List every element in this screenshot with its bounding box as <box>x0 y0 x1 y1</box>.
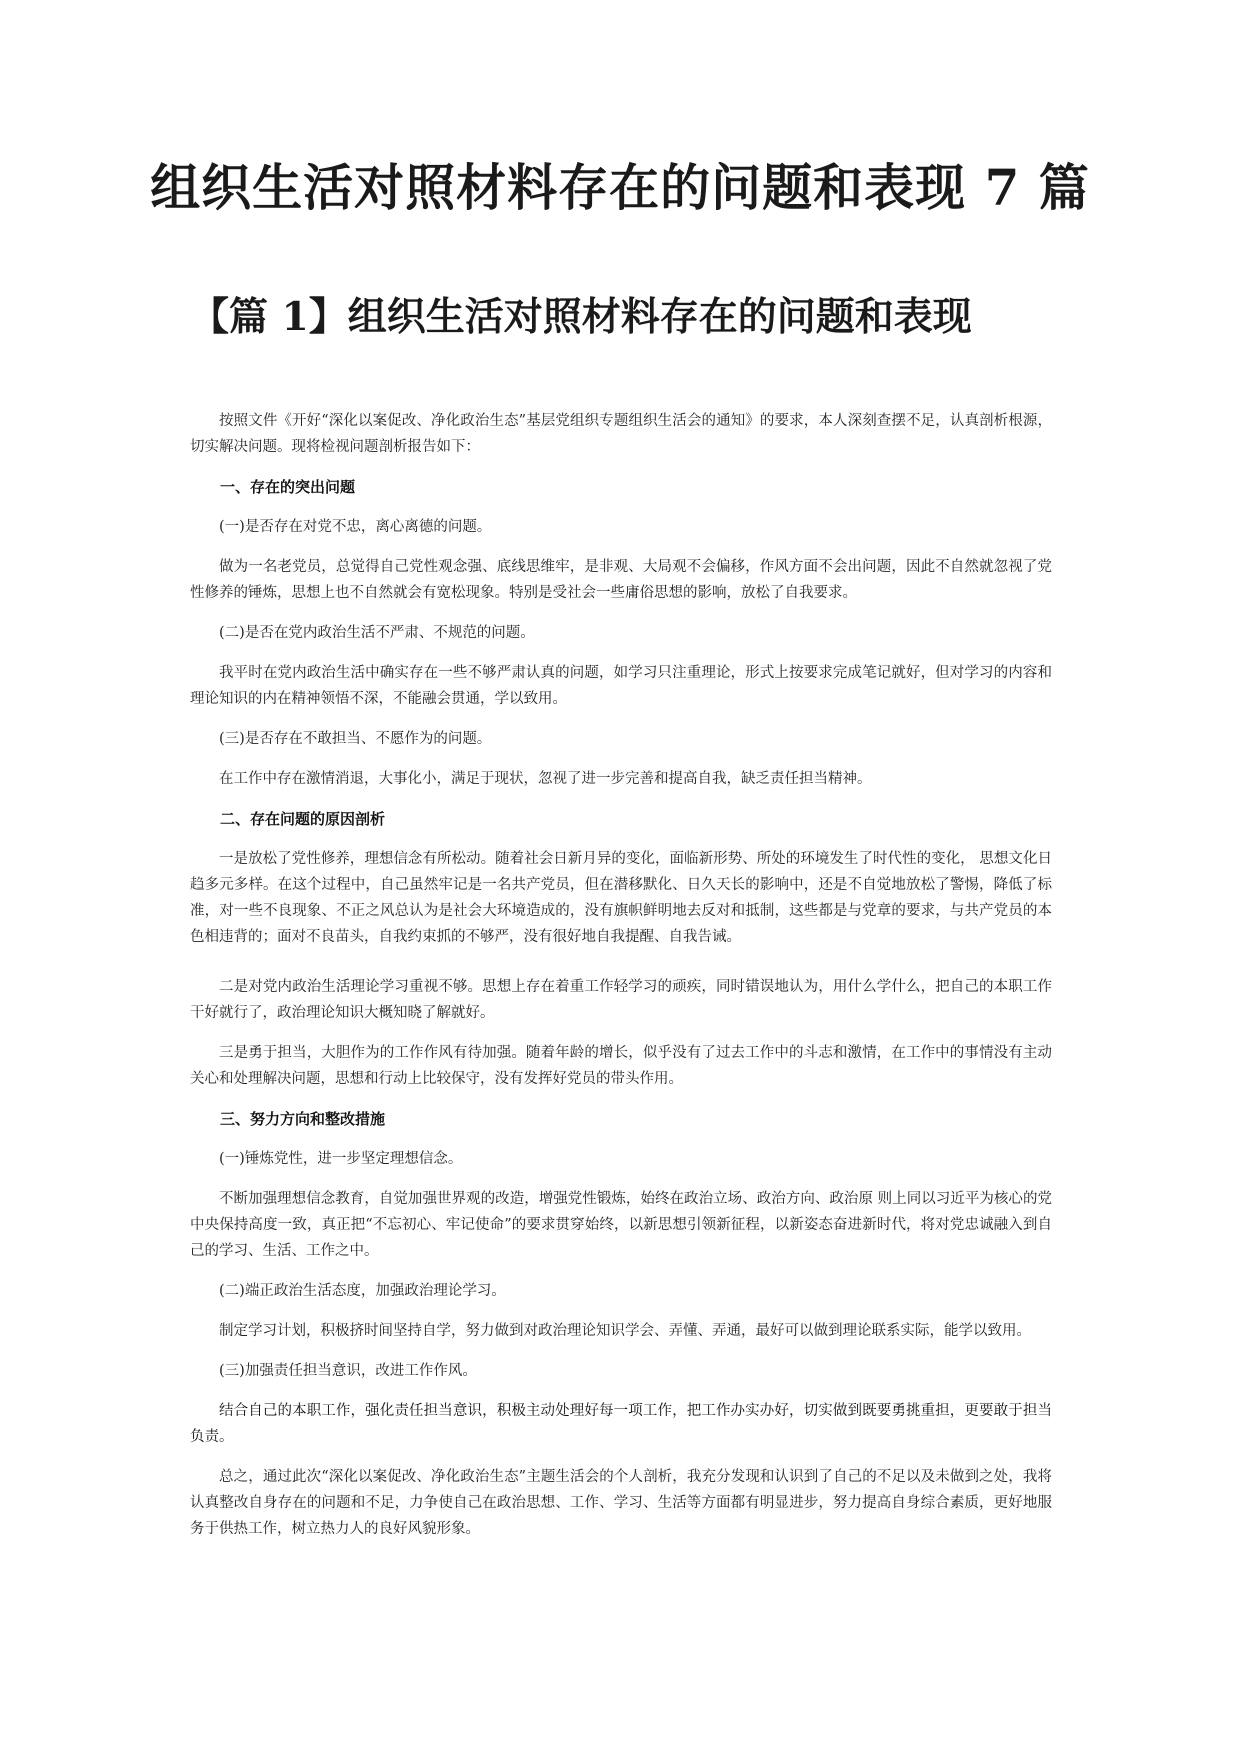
cause-paragraph: 二是对党内政治生活理论学习重视不够。思想上存在着重工作轻学习的顽疾，同时错误地认为，用什么学什么，把自己的本职工作干好就行了，政治理论知识大概知晓了解就好。 <box>190 979 1052 1021</box>
measure-paragraph: (三)加强责任担当意识，改进工作作风。 <box>219 1363 477 1379</box>
answer-paragraph: 我平时在党内政治生活中确实存在一些不够严肃认真的问题，如学习只注重理论，形式上按要求完成笔记就好，但对学习的内容和理论知识的内在精神领悟不深，不能融会贯通，学以致用。 <box>190 665 1052 707</box>
question-paragraph: (三)是否存在不敢担当、不愿作为的问题。 <box>219 731 492 747</box>
question-paragraph: (二)是否在党内政治生活不严肃、不规范的问题。 <box>219 625 535 641</box>
conclusion-paragraph: 总之，通过此次“深化以案促改、净化政治生态”主题生活会的个人剖析，我充分发现和认识到了自己的不足以及未做到之处，我将认真整改自身存在的问题和不足，力争使自己在政治思想、工作、学习、生活等方面都有明显进步，努力提高自身综合素质，更好地服务于供热工作，树立热力人的良好风貌形象。 <box>190 1469 1052 1537</box>
section-heading-problems: 一、存在的突出问题 <box>220 478 356 496</box>
answer-paragraph: 在工作中存在激情消退，大事化小，满足于现状，忽视了进一步完善和提高自我，缺乏责任担当精神。 <box>219 771 872 787</box>
measure-paragraph: (一)锤炼党性，进一步坚定理想信念。 <box>219 1151 463 1167</box>
cause-paragraph: 三是勇于担当，大胆作为的工作作风有待加强。随着年龄的增长，似乎没有了过去工作中的斗志和激情，在工作中的事情没有主动关心和处理解决问题，思想和行动上比较保守，没有发挥好党员的带头作用。 <box>190 1045 1052 1087</box>
intro-paragraph: 按照文件《开好“深化以案促改、净化政治生态”基层党组织专题组织生活会的通知》的要求，本人深刻查摆不足，认真剖析根源，切实解决问题。现将检视问题剖析报告如下： <box>190 413 1052 455</box>
measure-paragraph: 制定学习计划，积极挤时间坚持自学，努力做到对政治理论知识学会、弄懂、弄通，最好可以做到理论联系实际，能学以致用。 <box>219 1323 1031 1339</box>
chapter-title: 【篇 1】组织生活对照材料存在的问题和表现 <box>190 294 972 340</box>
measure-paragraph: 结合自己的本职工作，强化责任担当意识，积极主动处理好每一项工作，把工作办实办好，切实做到既要勇挑重担，更要敢于担当负责。 <box>190 1403 1052 1445</box>
answer-paragraph: 做为一名老党员，总觉得自己党性观念强、底线思维牢，是非观、大局观不会偏移，作风方面不会出问题，因此不自然就忽视了党性修养的锤炼，思想上也不自然就会有宽松现象。特别是受社会一些庸俗思想的影响，放松了自我要求。 <box>190 559 1052 601</box>
measure-paragraph: 不断加强理想信念教育，自觉加强世界观的改造，增强党性锻炼，始终在政治立场、政治方向、政治原 则上同以习近平为核心的党中央保持高度一致，真正把“不忘初心、牢记使命”的要求贯穿始终，以新思想引领新征程，以新姿态奋进新时代，将对党忠诚融入到自己的学习、生活、工作之中。 <box>190 1191 1052 1259</box>
cause-paragraph: 一是放松了党性修养，理想信念有所松动。随着社会日新月异的变化，面临新形势、所处的环境发生了时代性的变化， 思想文化日趋多元多样。在这个过程中，自己虽然牢记是一名共产党员，但在潜移默化、日久天长的影响中，还是不自觉地放松了警惕，降低了标准，对一些不良现象、不正之风总认为是社会大环境造成的，没有旗帜鲜明地去反对和抵制，这些都是与党章的要求，与共产党员的本色相违背的；面对不良苗头，自我约束抓的不够严，没有很好地自我提醒、自我告诫。 <box>190 851 1052 945</box>
section-heading-measures: 三、努力方向和整改措施 <box>220 1110 386 1128</box>
section-heading-causes: 二、存在问题的原因剖析 <box>220 810 386 828</box>
document-body <box>190 408 1052 1556</box>
document-title: 组织生活对照材料存在的问题和表现 7 篇 <box>150 158 1090 217</box>
question-paragraph: (一)是否存在对党不忠，离心离德的问题。 <box>219 519 492 535</box>
measure-paragraph: (二)端正政治生活态度，加强政治理论学习。 <box>219 1283 506 1299</box>
